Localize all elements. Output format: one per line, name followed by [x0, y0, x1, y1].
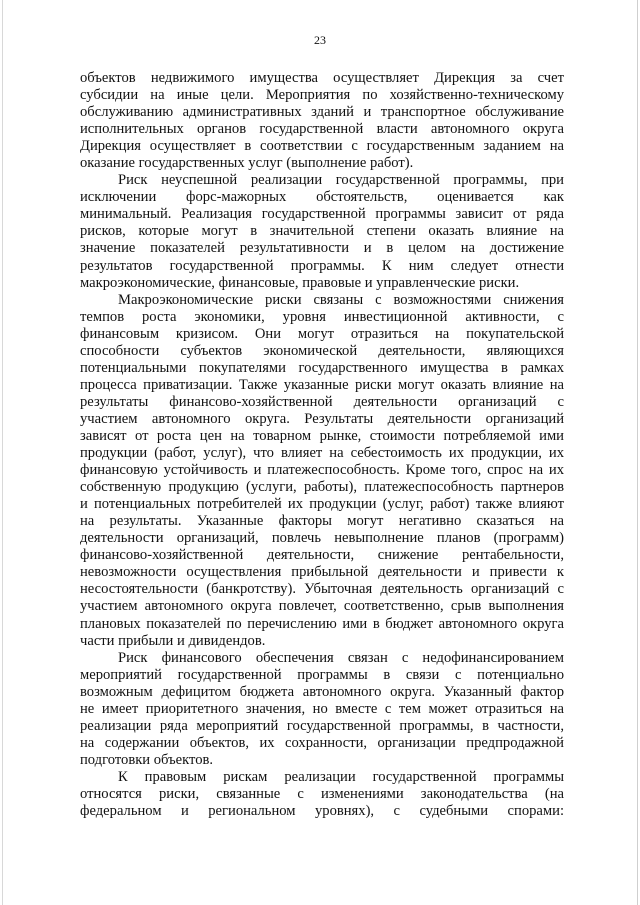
- text-line: на содержании объектов, их сохранности, организации предпродажной: [80, 734, 564, 751]
- text-line: невозможности осуществления прибыльной деятельности и привести к: [80, 564, 564, 581]
- text-line: исполнительных органов государственной власти автономного округа: [80, 121, 564, 138]
- text-line: и потенциальных потребителей их продукции (услуг, работ) также влияют: [80, 496, 564, 513]
- text-line: темпов роста экономики, уровня инвестиционной активности, с: [80, 308, 564, 325]
- text-line: деятельности организаций, повлечь невыполнение планов (программ): [80, 530, 564, 547]
- body-text: [80, 70, 564, 820]
- text-line: макроэкономические, финансовые, правовые и управленческие риски.: [80, 274, 520, 291]
- text-line: оказание государственных услуг (выполнение работ).: [80, 155, 414, 172]
- text-line: реализации ряда мероприятий государственной программы, в частности,: [80, 717, 564, 734]
- text-line: финансовую устойчивость и платежеспособность. Кроме того, спрос на их: [80, 462, 564, 479]
- text-line: К правовым рискам реализации государственной программы: [118, 768, 564, 785]
- text-line: участием автономного округа. Результаты деятельности организаций: [80, 410, 564, 427]
- text-line: результатов государственной программы. К ним следует отнести: [80, 257, 564, 274]
- text-line: процесса приватизации. Также указанные риски могут оказать влияние на: [80, 376, 564, 393]
- text-line: возможным дефицитом бюджета автономного округа. Указанный фактор: [80, 683, 564, 700]
- text-line: подготовки объектов.: [80, 751, 214, 768]
- text-line: финансово-хозяйственной деятельности, снижение рентабельности,: [80, 547, 564, 564]
- text-line: федеральном и региональном уровнях), с судебными спорами:: [80, 803, 564, 820]
- text-line: не имеет приоритетного значения, но вместе с тем может отразиться на: [80, 700, 564, 717]
- scan-edge-left: [2, 0, 3, 905]
- text-line: субсидии на иные цели. Мероприятия по хозяйственно-техническому: [80, 87, 564, 104]
- text-line: зависят от роста цен на товарном рынке, стоимости потребляемой ими: [80, 427, 564, 444]
- text-line: части прибыли и дивидендов.: [80, 632, 266, 649]
- text-line: мероприятий государственной программы в связи с потенциально: [80, 666, 564, 683]
- text-line: объектов недвижимого имущества осуществляет Дирекция за счет: [80, 70, 564, 86]
- text-line: продукции (работ, услуг), что влияет на себестоимость их продукции, их: [80, 445, 564, 462]
- text-line: на результаты. Указанные факторы могут негативно сказаться на: [80, 513, 564, 530]
- text-line: Риск финансового обеспечения связан с недофинансированием: [118, 649, 564, 666]
- text-line: значение показателей результативности и в целом на достижение: [80, 240, 564, 257]
- text-line: собственную продукцию (услуги, работы), платежеспособность партнеров: [80, 479, 564, 496]
- text-line: Дирекция осуществляет в соответствии с государственным заданием на: [80, 138, 564, 155]
- text-line: обслуживанию административных зданий и транспортное обслуживание: [80, 104, 564, 121]
- text-line: относятся риски, связанные с изменениями законодательства (на: [80, 785, 564, 802]
- text-line: Риск неуспешной реализации государственной программы, при: [118, 172, 564, 189]
- text-line: минимальный. Реализация государственной программы зависит от ряда: [80, 206, 564, 223]
- text-line: исключении форс-мажорных обстоятельств, оценивается как: [80, 189, 564, 206]
- page-number: 23: [314, 33, 326, 47]
- text-line: финансовым кризисом. Они могут отразиться на покупательской: [80, 325, 564, 342]
- text-line: участием автономного округа повлечет, соответственно, срыв выполнения: [80, 598, 564, 615]
- text-line: потенциальными покупателями государственного имущества в рамках: [80, 359, 564, 376]
- text-line: рисков, которые могут в значительной степени оказать влияние на: [80, 223, 564, 240]
- text-line: результаты финансово-хозяйственной деятельности организаций с: [80, 393, 564, 410]
- text-line: несостоятельности (банкротству). Убыточная деятельность организаций с: [80, 581, 564, 598]
- text-line: Макроэкономические риски связаны с возможностями снижения: [118, 291, 564, 308]
- text-line: способности субъектов экономической деятельности, являющихся: [80, 342, 564, 359]
- scan-edge-right: [637, 0, 638, 905]
- text-line: плановых показателей по перечислению ими в бюджет автономного округа: [80, 615, 564, 632]
